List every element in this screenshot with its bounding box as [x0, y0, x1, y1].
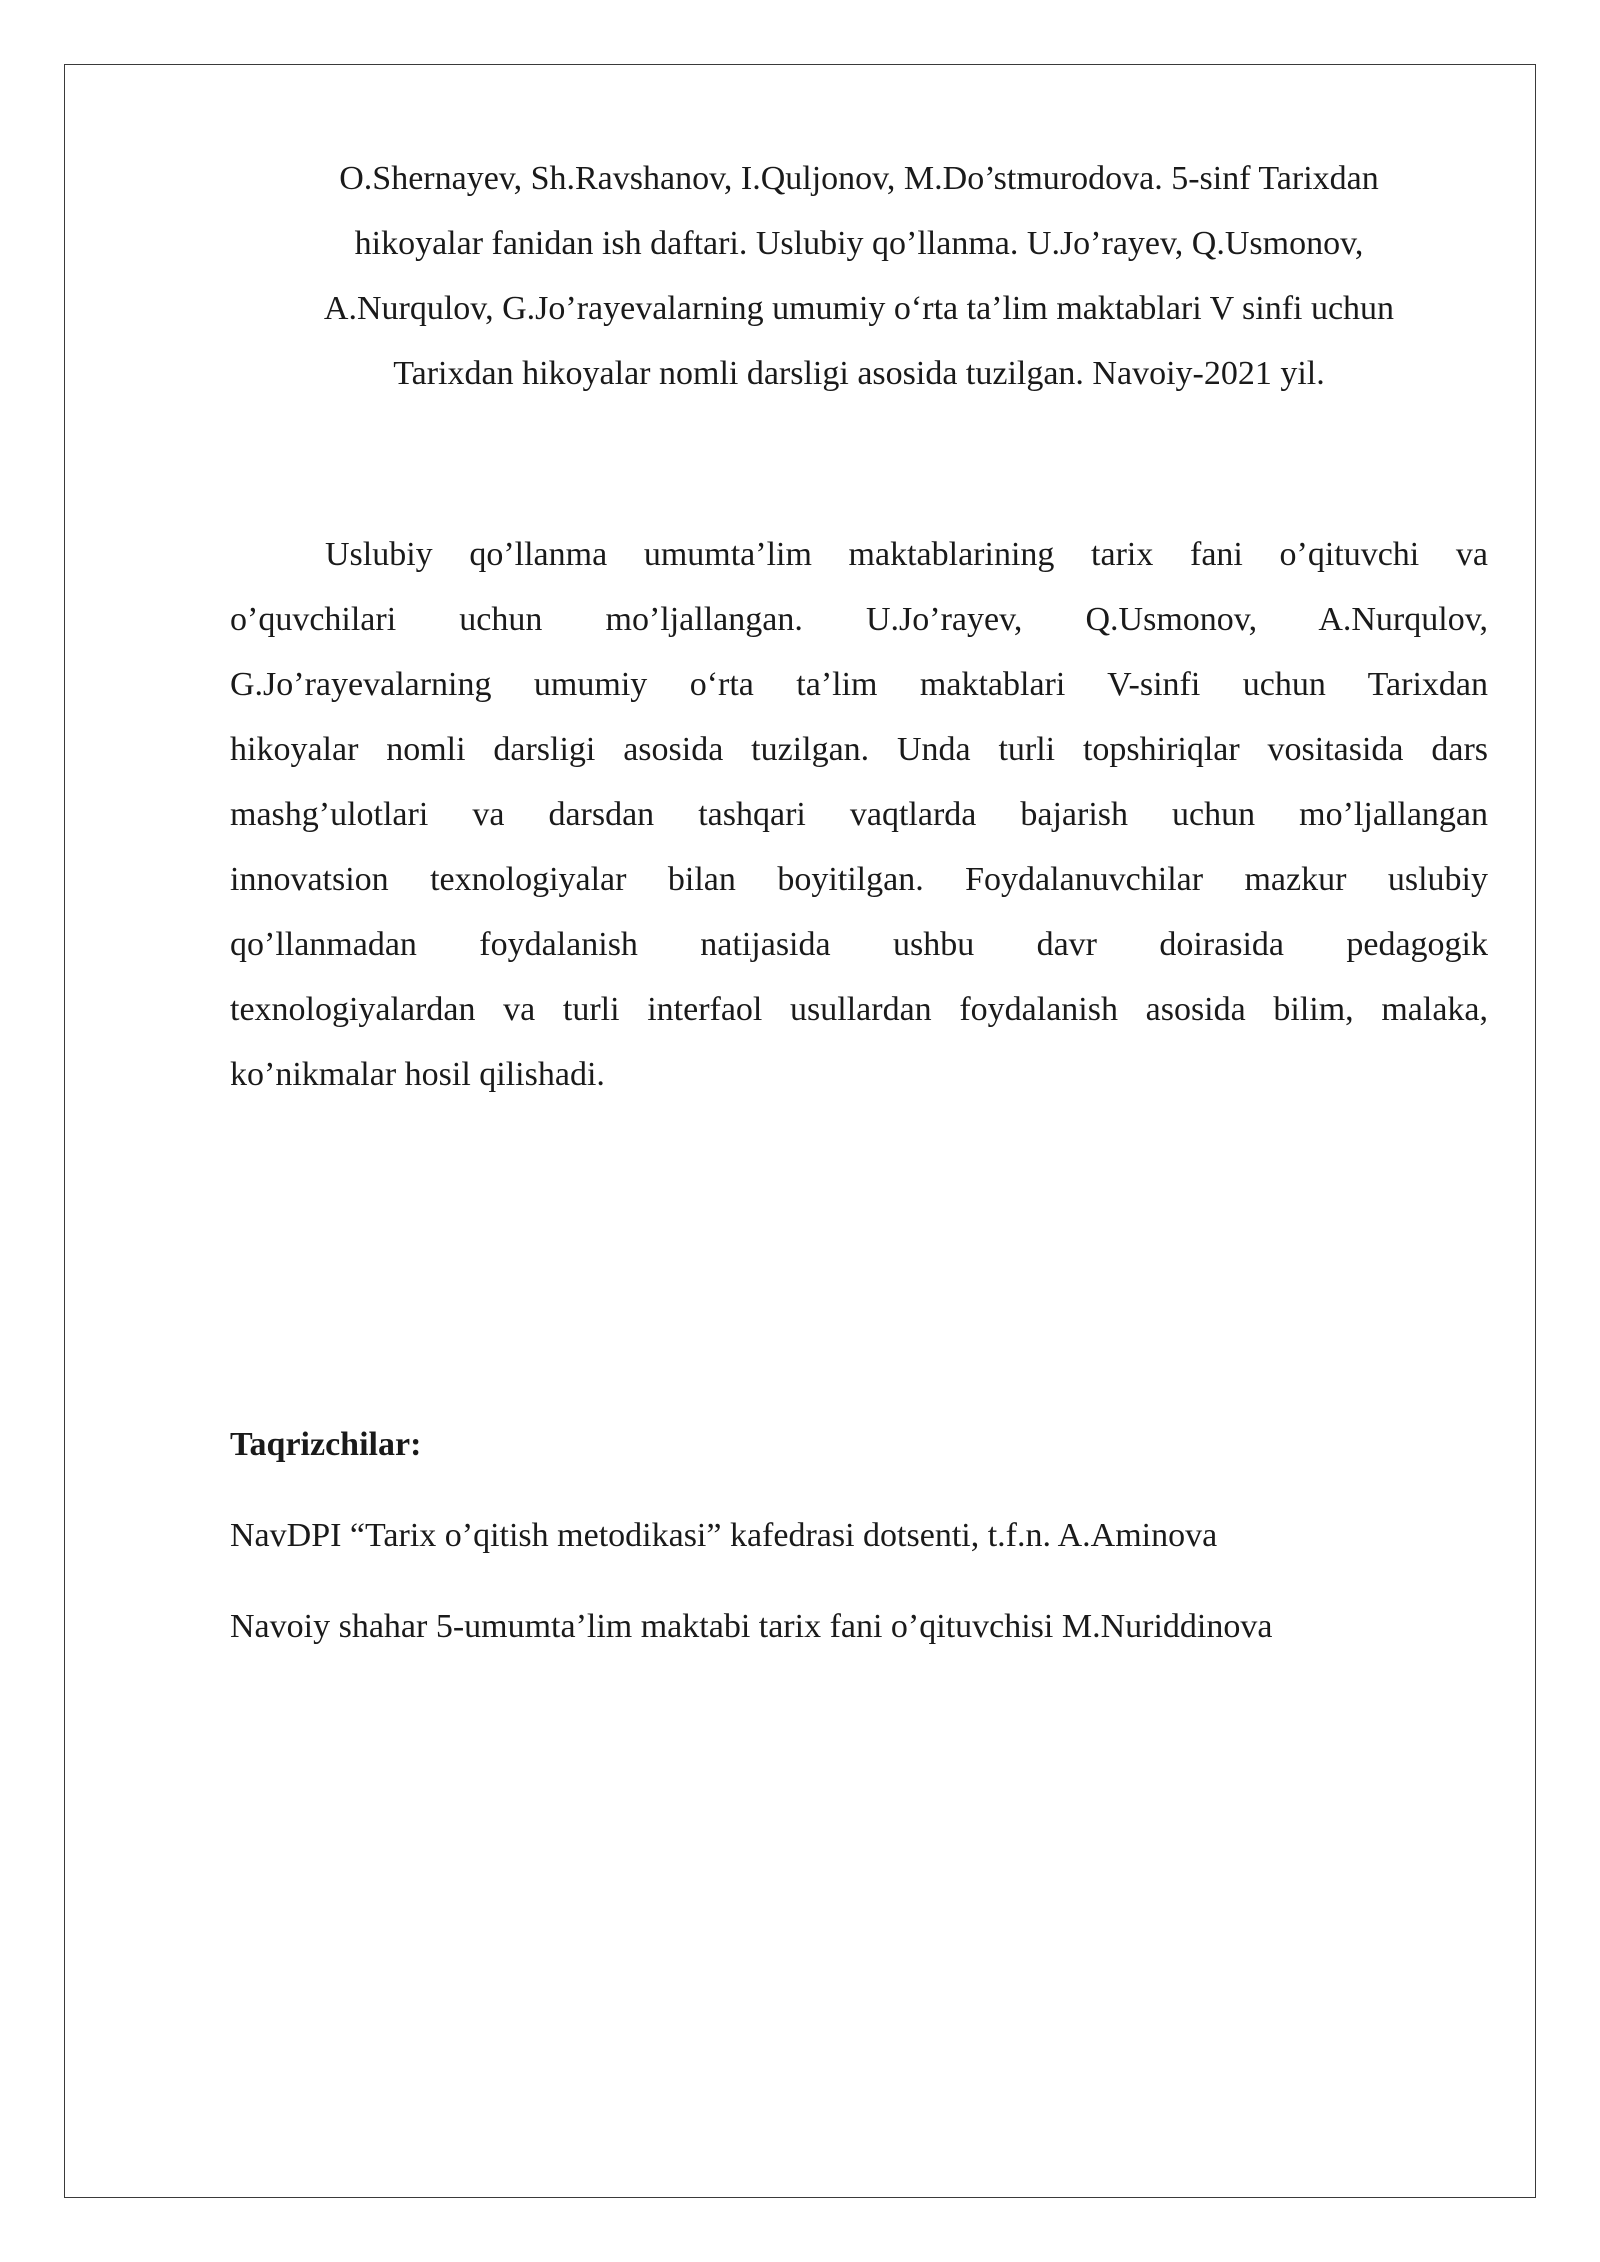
paragraph-line: texnologiyalardan va turli interfaol usullardan foydalanish asosida bilim, malaka,: [230, 991, 1488, 1028]
paragraph-line: Uslubiy qo’llanma umumta’lim maktablarining tarix fani o’qituvchi va: [325, 536, 1488, 573]
paragraph-line: ko’nikmalar hosil qilishadi.: [230, 1056, 605, 1093]
bibliographic-note: [230, 146, 1488, 406]
paragraph-line: G.Jo’rayevalarning umumiy o‘rta ta’lim maktablari V-sinfi uchun Tarixdan: [230, 666, 1488, 703]
paragraph-line: qo’llanmadan foydalanish natijasida ushbu davr doirasida pedagogik: [230, 926, 1488, 963]
paragraph-line: o’quvchilari uchun mo’ljallangan. U.Jo’rayev, Q.Usmonov, A.Nurqulov,: [230, 601, 1488, 638]
bibliographic-line: hikoyalar fanidan ish daftari. Uslubiy qo’llanma. U.Jo’rayev, Q.Usmonov,: [354, 225, 1364, 262]
paragraph-line: hikoyalar nomli darsligi asosida tuzilgan. Unda turli topshiriqlar vositasida dars: [230, 731, 1488, 768]
paragraph-line: mashg’ulotlari va darsdan tashqari vaqtlarda bajarish uchun mo’ljallangan: [230, 796, 1488, 833]
bibliographic-line: A.Nurqulov, G.Jo’rayevalarning umumiy o‘rta ta’lim maktablari V sinfi uchun: [323, 290, 1395, 327]
reviewer-entry: Navoiy shahar 5-umumta’lim maktabi tarix fani o’qituvchisi M.Nuriddinova: [230, 1608, 1273, 1645]
bibliographic-line: Tarixdan hikoyalar nomli darsligi asosida tuzilgan. Navoiy-2021 yil.: [393, 355, 1325, 392]
reviewer-entry: NavDPI “Tarix o’qitish metodikasi” kafedrasi dotsenti, t.f.n. A.Aminova: [230, 1517, 1218, 1554]
reviewers-heading: Taqrizchilar:: [230, 1426, 422, 1463]
description-paragraph: [230, 522, 1488, 1107]
bibliographic-line: O.Shernayev, Sh.Ravshanov, I.Quljonov, M.Do’stmurodova. 5-sinf Tarixdan: [339, 160, 1379, 197]
paragraph-line: innovatsion texnologiyalar bilan boyitilgan. Foydalanuvchilar mazkur uslubiy: [230, 861, 1488, 898]
